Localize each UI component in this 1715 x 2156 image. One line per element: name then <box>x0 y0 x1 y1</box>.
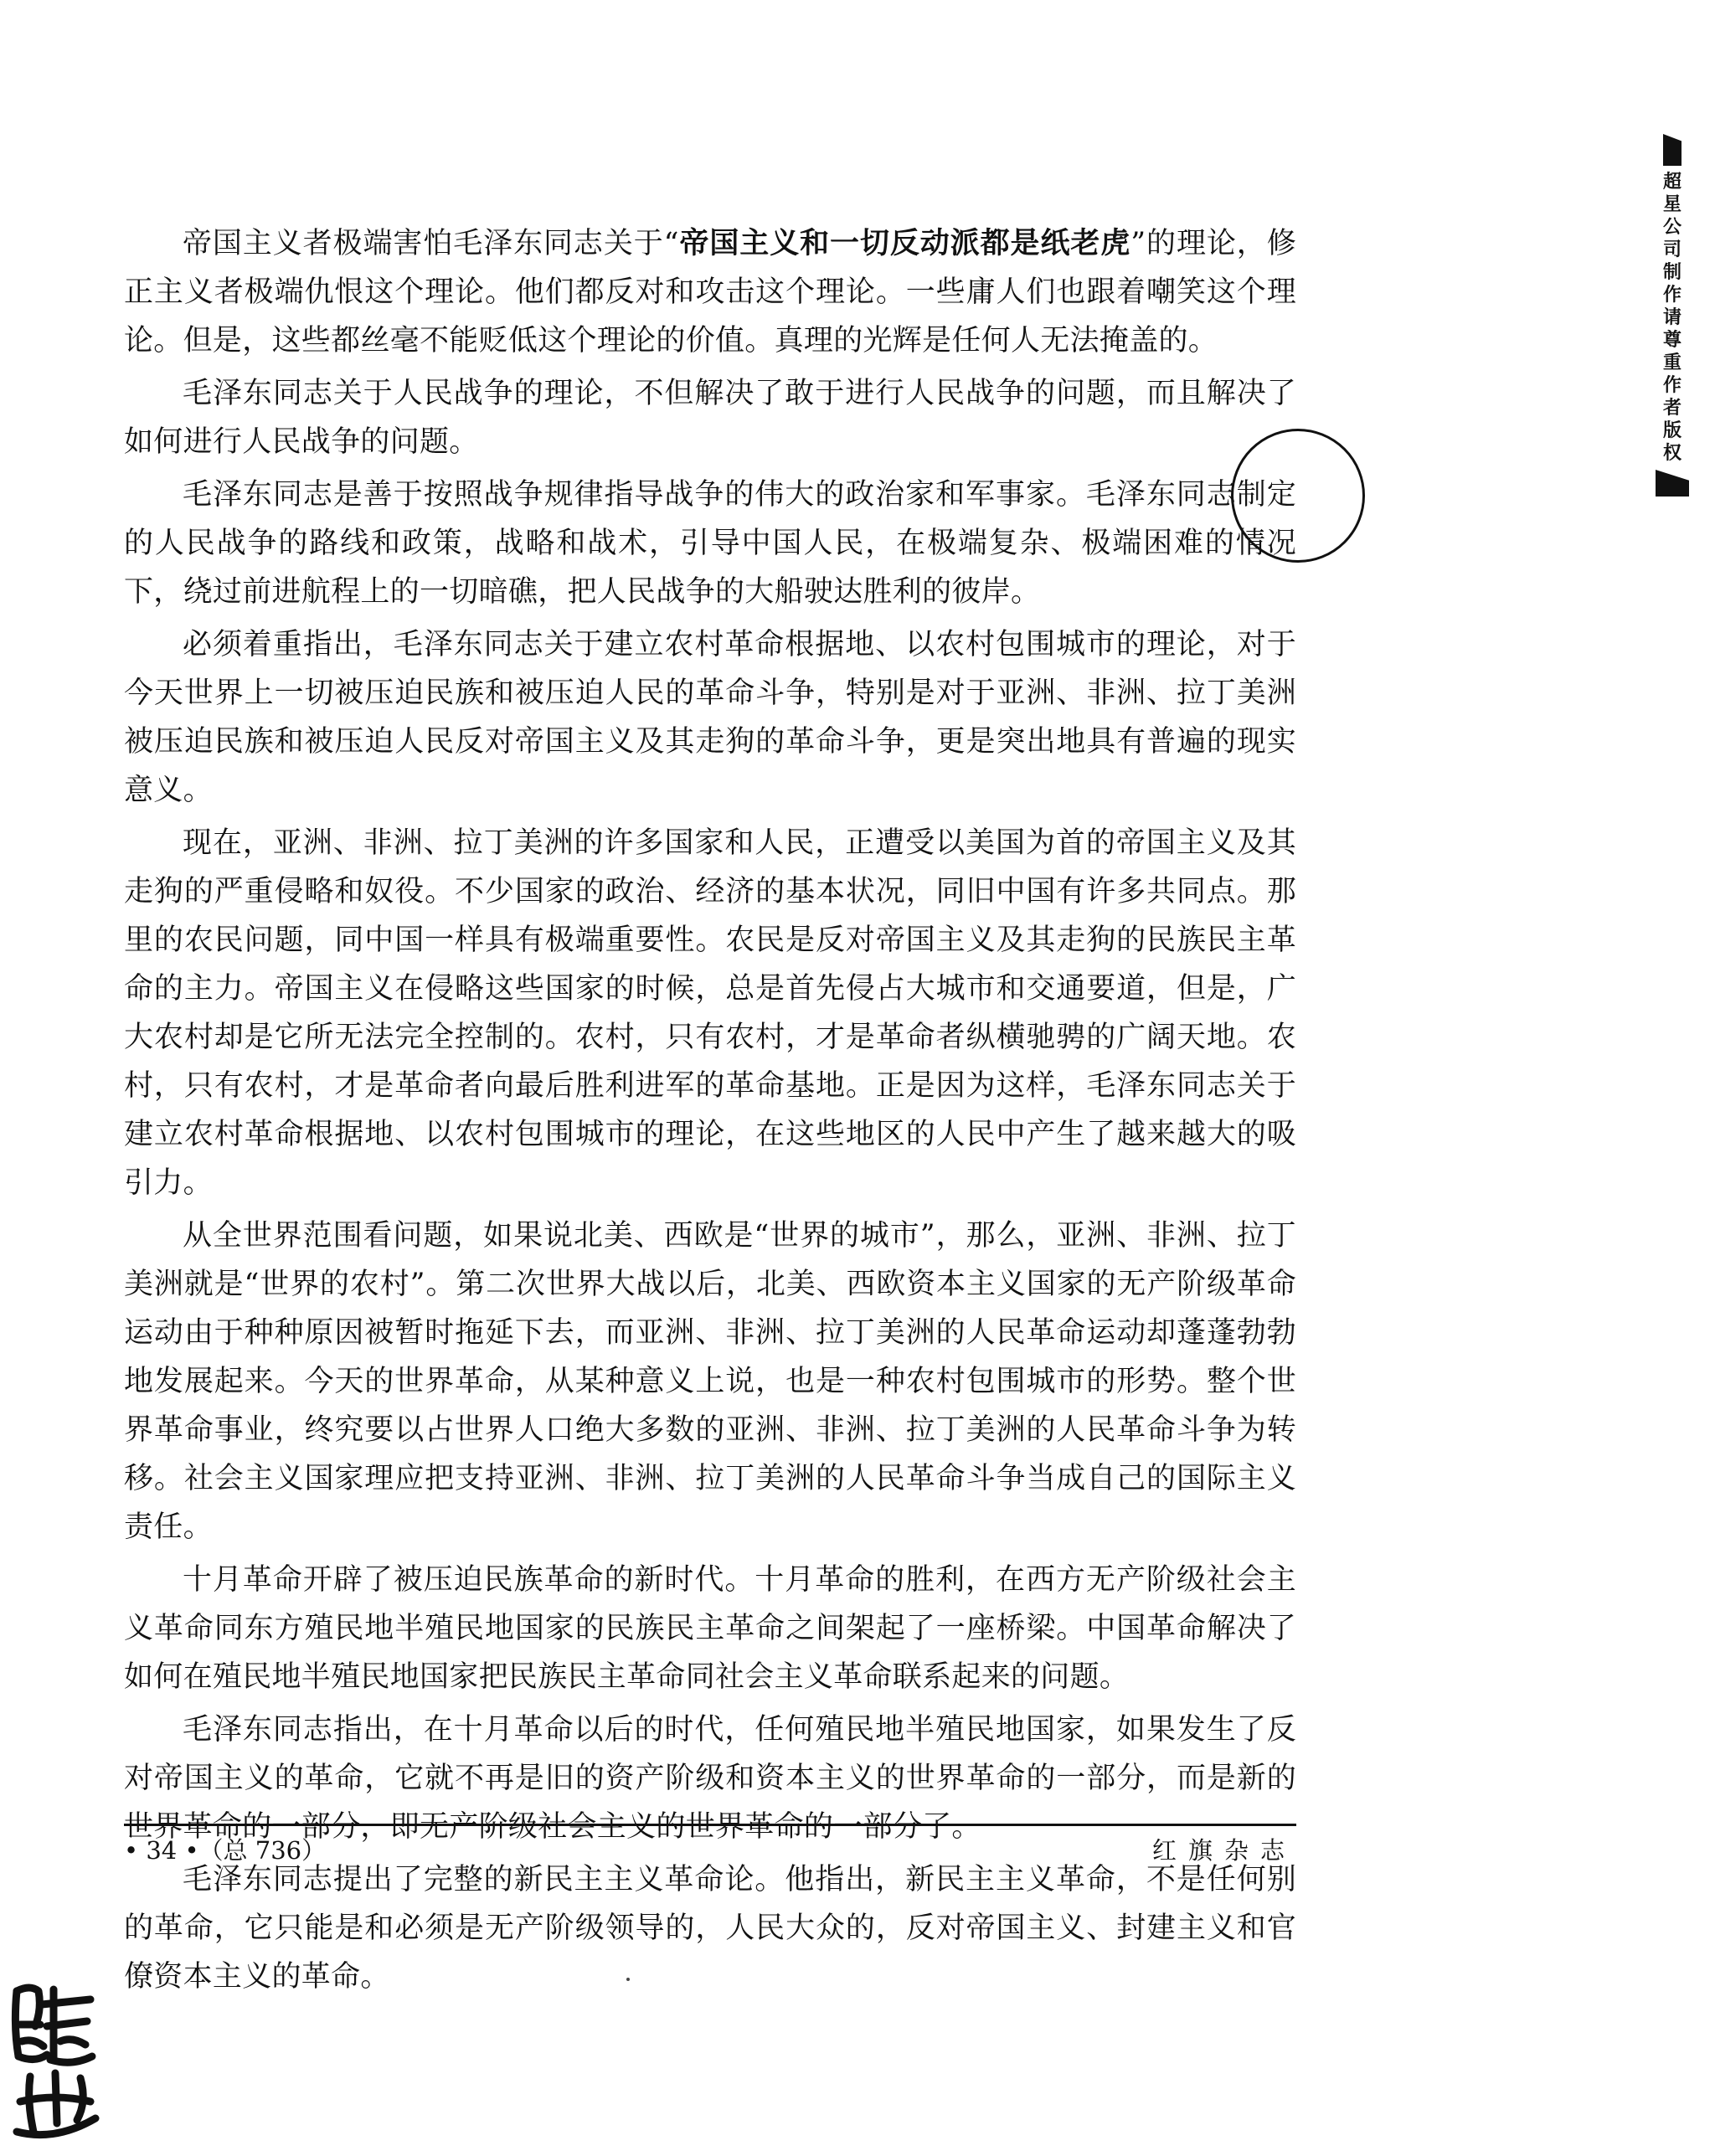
article-body <box>124 219 1296 2005</box>
paragraph-1-text-end: ”的理论，修正主义者极端仇恨这个理论。他们都反对和攻击这个理论。一些庸人们也跟着嘲笑这个理论。但是，这些都丝毫不能贬低这个理论的价值。真理的光辉是任何人无法掩盖的。 <box>124 227 1296 358</box>
page-number: • 34 •（总 736） <box>124 1836 327 1865</box>
footer-divider <box>124 1824 1296 1826</box>
paragraph-3: 毛泽东同志是善于按照战争规律指导战争的伟大的政治家和军事家。毛泽东同志制定的人民战争的路线和政策，战略和战术，引导中国人民，在极端复杂、极端困难的情况下，绕过前进航程上的一切暗礁，把人民战争的大船驶达胜利的彼岸。 <box>124 478 1296 609</box>
paragraph-4: 必须着重指出，毛泽东同志关于建立农村革命根据地、以农村包围城市的理论，对于今天世界上一切被压迫民族和被压迫人民的革命斗争，特别是对于亚洲、非洲、拉丁美洲被压迫民族和被压迫人民反对帝国主义及其走狗的革命斗争，更是突出地具有普遍的现实意义。 <box>124 628 1296 807</box>
paragraph-1-bold-quote: 帝国主义和一切反动派都是纸老虎 <box>678 226 1131 260</box>
paragraph-2: 毛泽东同志关于人民战争的理论，不但解决了敢于进行人民战争的问题，而且解决了如何进行人民战争的问题。 <box>124 377 1296 459</box>
paragraph-1 <box>124 219 1296 365</box>
journal-name: 红旗杂志 <box>1151 1836 1296 1865</box>
copyright-watermark <box>1654 134 1691 497</box>
watermark-flag-top-icon <box>1663 134 1682 166</box>
paragraph-1-text-start: 帝国主义者极端害怕毛泽东同志关于“ <box>183 227 679 260</box>
paragraph-7: 十月革命开辟了被压迫民族革命的新时代。十月革命的胜利，在西方无产阶级社会主义革命同东方殖民地半殖民地国家的民族民主革命之间架起了一座桥梁。中国革命解决了如何在殖民地半殖民地国家把民族民主革命同社会主义革命联系起来的问题。 <box>124 1563 1296 1694</box>
paragraph-5: 现在，亚洲、非洲、拉丁美洲的许多国家和人民，正遭受以美国为首的帝国主义及其走狗的严重侵略和奴役。不少国家的政治、经济的基本状况，同旧中国有许多共同点。那里的农民问题，同中国一样具有极端重要性。农民是反对帝国主义及其走狗的民族民主革命的主力。帝国主义在侵略这些国家的时候，总是首先侵占大城市和交通要道，但是，广大农村却是它所无法完全控制的。农村，只有农村，才是革命者纵横驰骋的广阔天地。农村，只有农村，才是革命者向最后胜利进军的革命基地。正是因为这样，毛泽东同志关于建立农村革命根据地、以农村包围城市的理论，在这些地区的人民中产生了越来越大的吸引力。 <box>124 826 1296 1200</box>
seal-stamp-icon <box>5 1976 106 2143</box>
watermark-text: 超星公司制作请尊重作者版权 <box>1662 172 1682 464</box>
watermark-flag-bottom-icon <box>1656 470 1689 497</box>
paragraph-8: 毛泽东同志指出，在十月革命以后的时代，任何殖民地半殖民地国家，如果发生了反对帝国主义的革命，它就不再是旧的资产阶级和资本主义的世界革命的一部分，而是新的世界革命的一部分，即无产阶级社会主义的世界革命的一部分了。 <box>124 1713 1296 1844</box>
speck-mark <box>626 1978 630 1981</box>
circle-annotation <box>1231 429 1365 563</box>
page-footer <box>124 1832 1296 1866</box>
paragraph-9: 毛泽东同志提出了完整的新民主主义革命论。他指出，新民主主义革命，不是任何别的革命，它只能是和必须是无产阶级领导的，人民大众的，反对帝国主义、封建主义和官僚资本主义的革命。 <box>124 1863 1296 1994</box>
paragraph-6: 从全世界范围看问题，如果说北美、西欧是“世界的城市”，那么，亚洲、非洲、拉丁美洲就是“世界的农村”。第二次世界大战以后，北美、西欧资本主义国家的无产阶级革命运动由于种种原因被暂时拖延下去，而亚洲、非洲、拉丁美洲的人民革命运动却蓬蓬勃勃地发展起来。今天的世界革命，从某种意义上说，也是一种农村包围城市的形势。整个世界革命事业，终究要以占世界人口绝大多数的亚洲、非洲、拉丁美洲的人民革命斗争为转移。社会主义国家理应把支持亚洲、非洲、拉丁美洲的人民革命斗争当成自己的国际主义责任。 <box>124 1219 1296 1544</box>
